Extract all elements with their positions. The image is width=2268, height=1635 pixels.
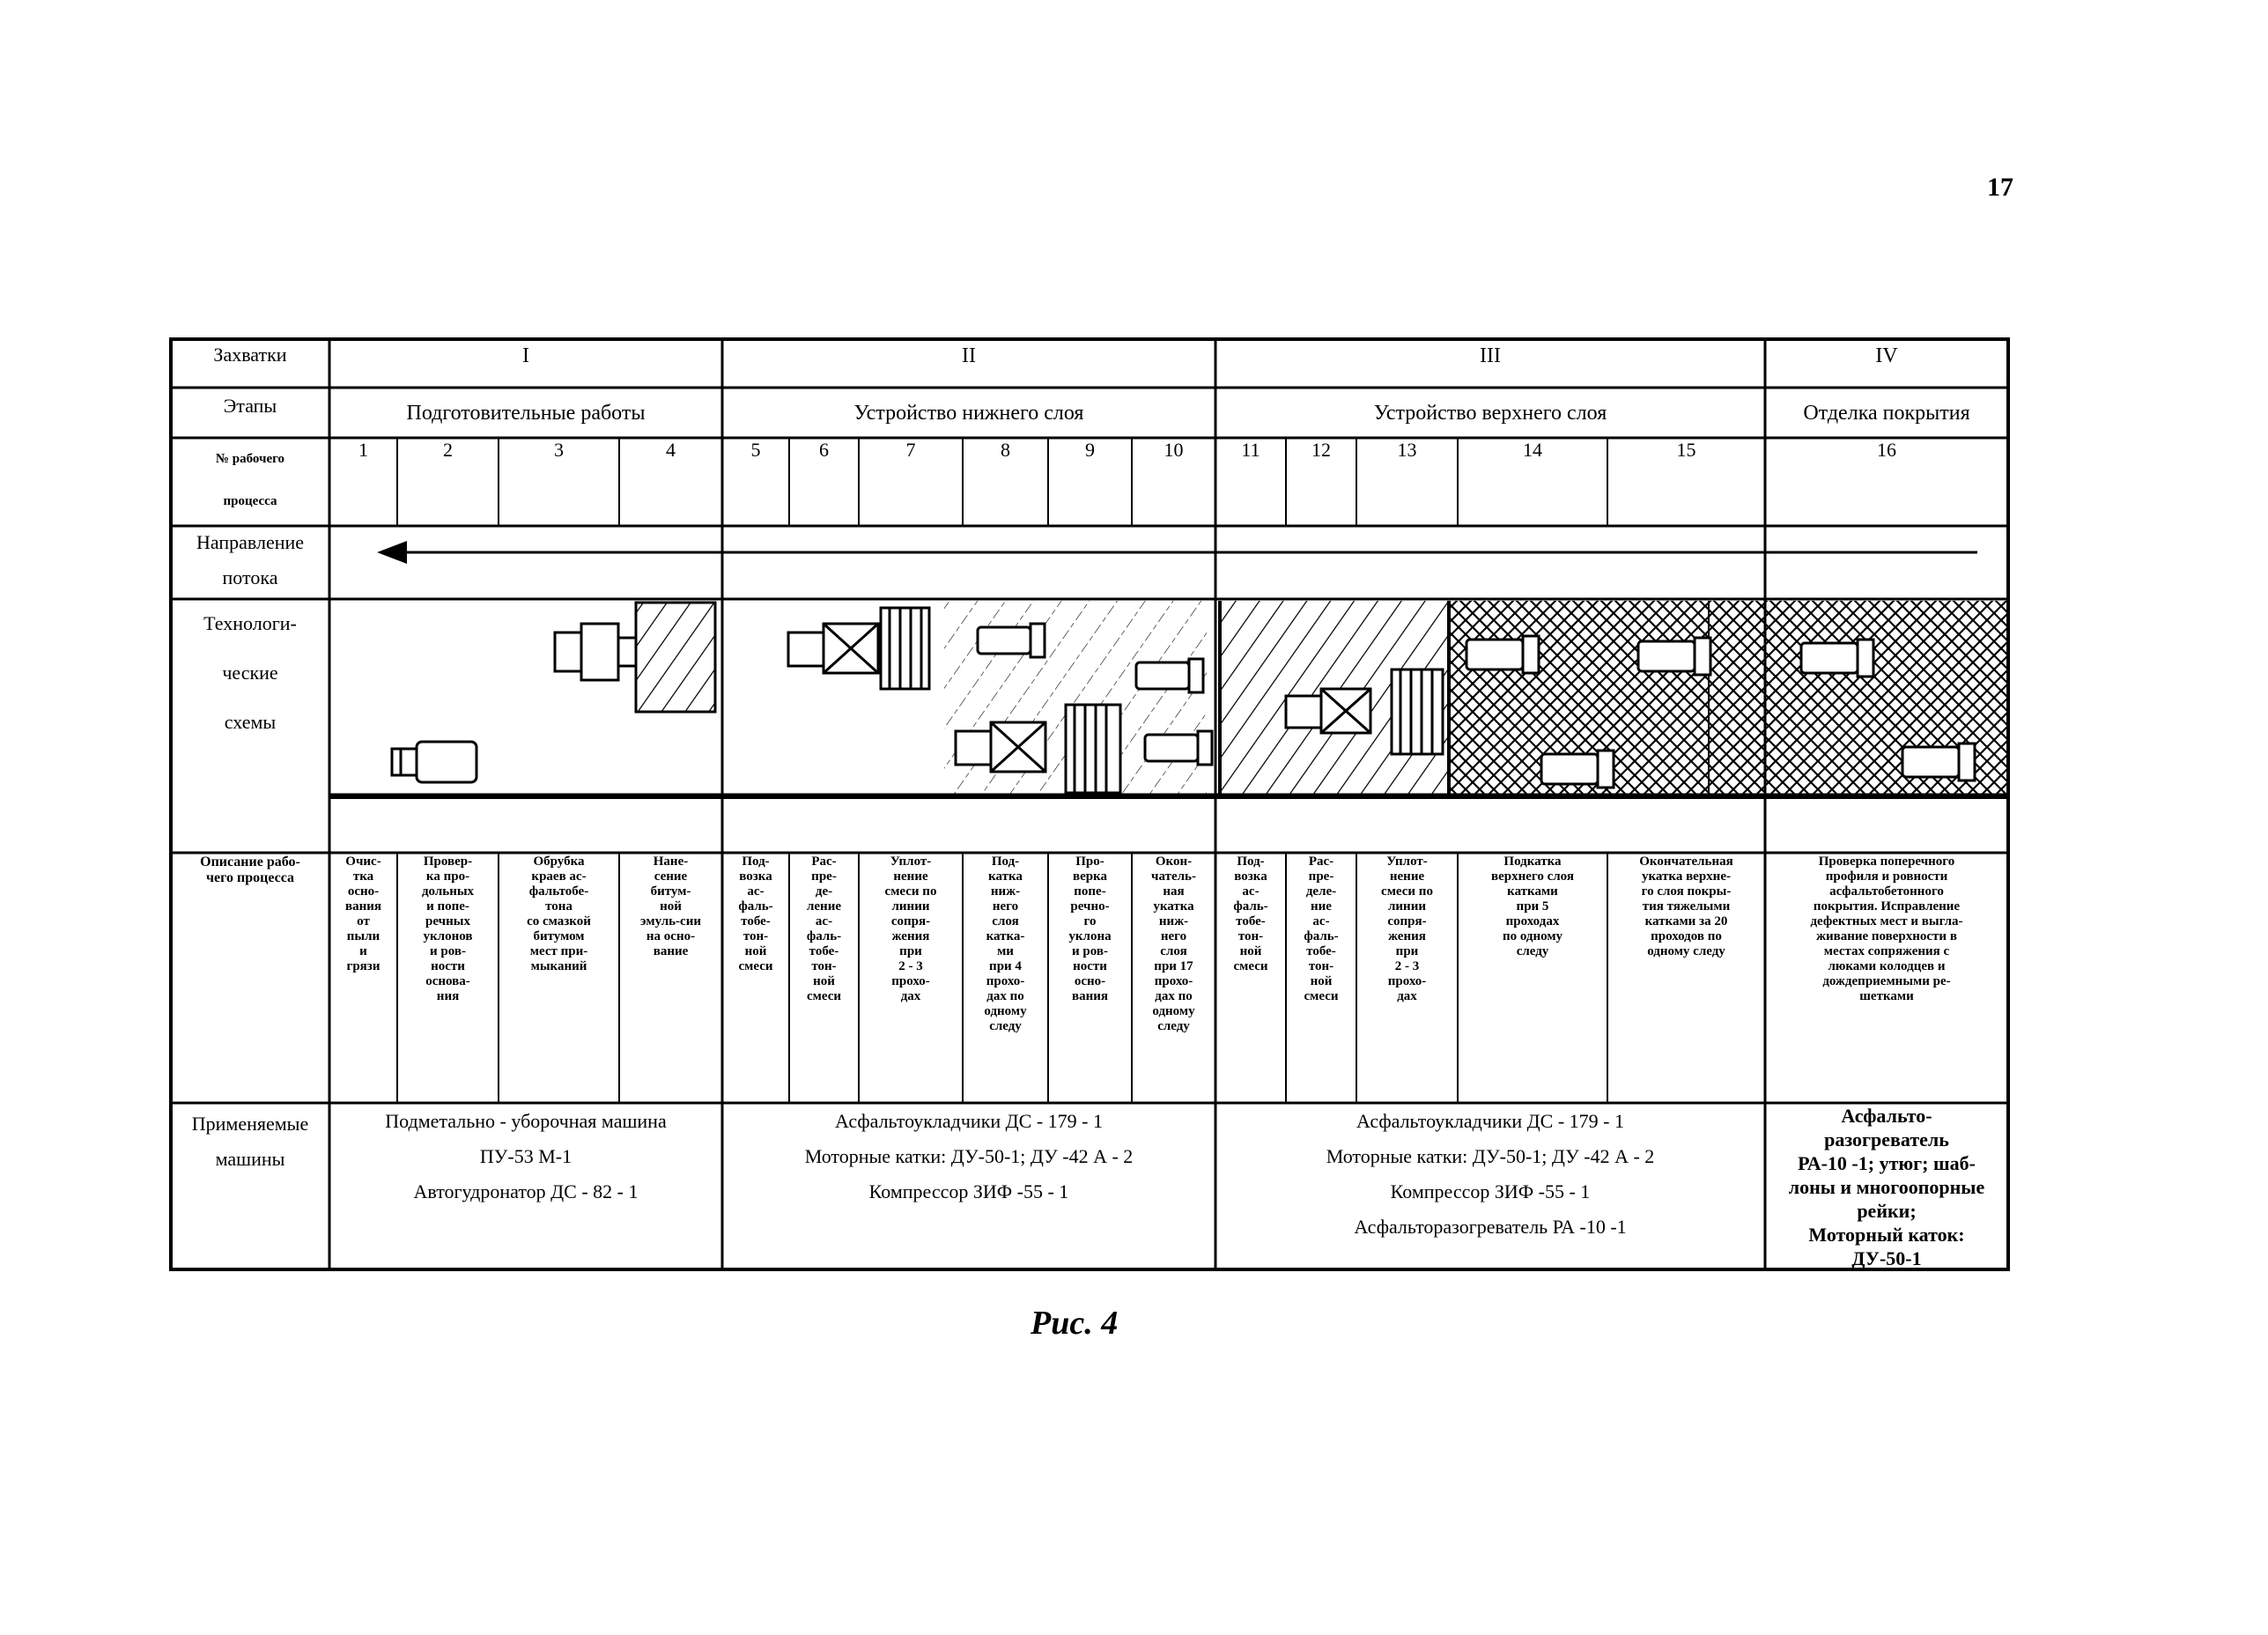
- process-desc-6: Рас- пре- де- ление ас- фаль- тобе- тон- ной смеси: [806, 854, 842, 1003]
- row-label-zakhvatki: Захватки: [213, 344, 287, 366]
- process-no-15: 15: [1676, 439, 1696, 461]
- process-no-12: 12: [1311, 439, 1331, 461]
- process-no-14: 14: [1523, 439, 1542, 461]
- process-desc-7: Уплот- нение смеси по линии сопря- жения при 2 - 3 прохо- дах: [884, 854, 937, 1003]
- row-label-schemes: Технологи- ческие схемы: [203, 612, 297, 733]
- process-no-16: 16: [1877, 439, 1896, 461]
- process-desc-14: Подкатка верхнего слоя катками при 5 проходах по одному следу: [1491, 854, 1574, 958]
- row-label-flow: Направление потока: [196, 531, 305, 588]
- section-roman-3: III: [1480, 344, 1501, 367]
- machines-section-3: Асфальтоукладчики ДС - 179 - 1 Моторные катки: ДУ-50-1; ДУ -42 А - 2 Компрессор ЗИФ -55 - 1 Асфальторазогреватель РА -10 -1: [1326, 1110, 1655, 1238]
- roller-lower-1-icon: [978, 624, 1045, 657]
- row-label-machines: Применяемые машины: [191, 1113, 309, 1170]
- roller-lower-3-icon: [1145, 731, 1212, 765]
- flow-arrow-icon: [377, 541, 1977, 564]
- process-no-9: 9: [1085, 439, 1095, 461]
- process-desc-1: Очис- тка осно- вания от пыли и грязи: [344, 854, 381, 973]
- sweeper-machine-icon: [392, 742, 477, 782]
- process-desc-3: Обрубка краев ас- фальтобе- тона со смазкой битумом мест при- мыканий: [527, 854, 591, 973]
- process-desc-8: Под- катка ниж- него слоя катка- ми при 4 прохо- дах по одному следу: [984, 854, 1027, 1033]
- machines-section-4: Асфальто- разогреватель РА-10 -1; утюг; шаб- лоны и многоопорные рейки; Моторный каток: ДУ-50-1: [1788, 1105, 1985, 1269]
- process-desc-15: Окончательная укатка верхне- го слоя покры- тия тяжелыми катками за 20 проходов по одному следу: [1639, 854, 1733, 958]
- roller-upper-2-icon: [1541, 751, 1614, 788]
- process-no-7: 7: [905, 439, 916, 461]
- process-no-8: 8: [1001, 439, 1010, 461]
- process-desc-16: Проверка поперечного профиля и ровности асфальтобетонного покрытия. Исправление дефектных мест и выгла- живание поверхности в местах сопряжения с люками колодцев и дождеприемными ре- шетками: [1810, 854, 1963, 1003]
- process-desc-9: Про- верка попе- речно- го уклона и ров- ности осно- вания: [1068, 854, 1112, 1003]
- process-no-4: 4: [666, 439, 676, 461]
- process-no-13: 13: [1397, 439, 1417, 461]
- process-no-11: 11: [1241, 439, 1260, 461]
- stage-3: Устройство верхнего слоя: [1373, 402, 1607, 425]
- page-number: 17: [1987, 173, 2013, 202]
- section-roman-1: I: [522, 344, 529, 367]
- row-label-process-no: № рабочего процесса: [215, 452, 285, 508]
- section-roman-4: IV: [1875, 344, 1898, 367]
- process-desc-2: Провер- ка про- дольных и попе- речных уклонов и ров- ности основа- ния: [421, 854, 475, 1003]
- row-label-description: Описание рабо- чего процесса: [200, 854, 300, 885]
- roller-finish-1-icon: [1801, 640, 1873, 677]
- paver-lower-layer-icon: [788, 608, 929, 689]
- process-desc-5: Под- возка ас- фаль- тобе- тон- ной смеси: [738, 854, 773, 973]
- process-no-10: 10: [1164, 439, 1184, 461]
- process-no-1: 1: [358, 439, 368, 461]
- process-desc-11: Под- возка ас- фаль- тобе- тон- ной смеси: [1233, 854, 1268, 973]
- machines-section-1: Подметально - уборочная машина ПУ-53 М-1 Автогудронатор ДС - 82 - 1: [385, 1110, 667, 1202]
- section-roman-2: II: [962, 344, 976, 367]
- process-desc-12: Рас- пре- деле- ние ас- фаль- тобе- тон- ной смеси: [1304, 854, 1339, 1003]
- roller-lower-2-icon: [1136, 659, 1203, 692]
- stage-1: Подготовительные работы: [406, 402, 646, 425]
- stage-2: Устройство нижнего слоя: [853, 402, 1084, 425]
- row-label-etapy: Этапы: [223, 395, 277, 417]
- roller-upper-3-icon: [1638, 638, 1710, 675]
- bitumen-distributor-icon: [555, 603, 715, 712]
- process-no-2: 2: [443, 439, 453, 461]
- roller-finish-2-icon: [1902, 744, 1975, 781]
- stage-4: Отделка покрытия: [1803, 402, 1970, 425]
- process-no-6: 6: [819, 439, 829, 461]
- process-desc-4: Нане- сение битум- ной эмуль-сии на осно- вание: [640, 854, 701, 958]
- figure-caption: Рис. 4: [1031, 1305, 1119, 1342]
- process-desc-13: Уплот- нение смеси по линии сопря- жения при 2 - 3 прохо- дах: [1381, 854, 1433, 1003]
- process-no-3: 3: [554, 439, 564, 461]
- roller-upper-1-icon: [1466, 636, 1539, 673]
- process-no-5: 5: [750, 439, 761, 461]
- machines-section-2: Асфальтоукладчики ДС - 179 - 1 Моторные катки: ДУ-50-1; ДУ -42 А - 2 Компрессор ЗИФ -55 - 1: [804, 1110, 1134, 1202]
- process-desc-10: Окон- чатель- ная укатка ниж- него слоя при 17 прохо- дах по одному следу: [1151, 854, 1196, 1033]
